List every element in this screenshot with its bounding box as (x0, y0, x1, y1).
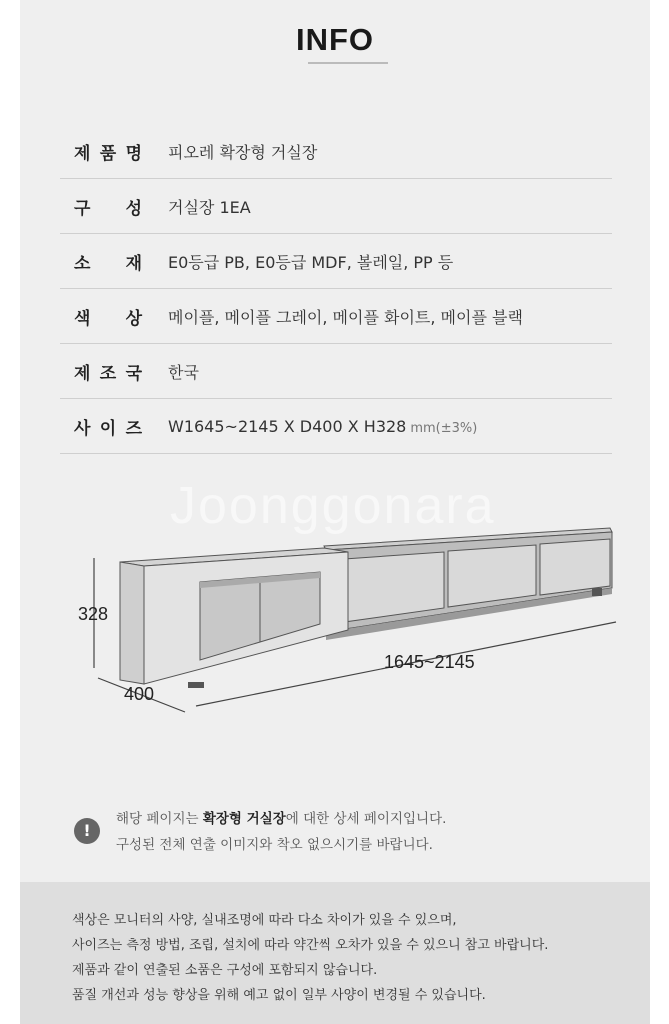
info-row-value: 한국 (168, 362, 199, 382)
info-row-value: 피오레 확장형 거실장 (168, 142, 318, 162)
info-table (60, 124, 612, 454)
page-title: INFO (295, 22, 375, 57)
info-row-label: 소 재 (74, 253, 142, 274)
title-underline (308, 62, 388, 64)
disclaimer-line: 품질 개선과 성능 향상을 위해 예고 없이 일부 사양이 변경될 수 있습니다. (72, 988, 486, 1003)
exclamation-icon: ! (74, 818, 100, 844)
info-row (60, 234, 612, 289)
size-tolerance-note: mm(±3%) (410, 420, 478, 436)
disclaimer-footer (20, 882, 650, 1024)
height-label: 328 (78, 604, 109, 624)
info-row-label: 제 품 명 (74, 143, 142, 164)
product-info-page (20, 0, 650, 1024)
disclaimer-line: 색상은 모니터의 사양, 실내조명에 따라 다소 차이가 있을 수 있으며, (72, 913, 457, 928)
info-row-value: W1645~2145 X D400 X H328 mm(±3%) (168, 416, 478, 436)
info-row-label: 사 이 즈 (74, 418, 142, 439)
product-dimension-diagram (20, 500, 650, 730)
info-row-value: 메이플, 메이플 그레이, 메이플 화이트, 메이플 블랙 (168, 307, 523, 327)
info-row-label: 구 성 (74, 198, 142, 219)
notice-text: 해당 페이지는 확장형 거실장에 대한 상세 페이지입니다. 구성된 전체 연출 이미지와 착오 없으시기를 바랍니다. (116, 811, 447, 853)
info-row (60, 179, 612, 234)
info-row (60, 289, 612, 344)
info-row-value: E0등급 PB, E0등급 MDF, 볼레일, PP 등 (168, 252, 454, 272)
disclaimer-line: 사이즈는 측정 방법, 조립, 설치에 따라 약간씩 오차가 있을 수 있으니 참고 바랍니다. (72, 938, 549, 953)
notice-bold: 확장형 거실장 (202, 811, 286, 827)
info-row-label: 색 상 (74, 308, 142, 329)
info-row-value: 거실장 1EA (168, 197, 251, 217)
info-row (60, 344, 612, 399)
disclaimer-line: 제품과 같이 연출된 소품은 구성에 포함되지 않습니다. (72, 963, 378, 978)
info-row (60, 399, 612, 454)
width-label: 1645~2145 (384, 652, 475, 672)
info-row-label: 제 조 국 (74, 363, 142, 384)
depth-label: 400 (124, 684, 155, 704)
watermark: Joonggonara (170, 477, 496, 535)
info-row (60, 124, 612, 179)
